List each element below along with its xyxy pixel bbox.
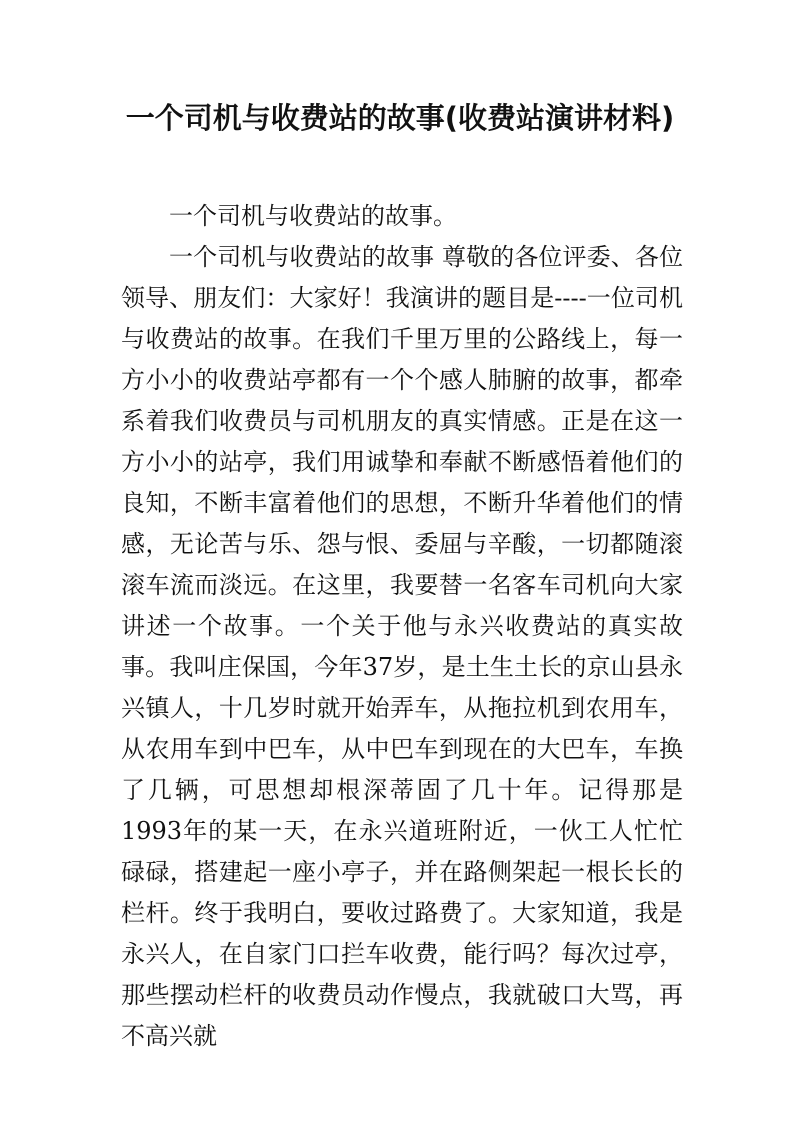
- paragraph-intro: 一个司机与收费站的故事。: [169, 202, 457, 230]
- paragraph-speech: 一个司机与收费站的故事 尊敬的各位评委、各位领导、朋友们：大家好！我演讲的题目是----一位司机与收费站的故事。在我们千里万里的公路线上，每一方小小的收费站亭都有一个个感人肺腑的故事，都牵系着我们收费员与司机朋友的真实情感。正是在这一方小小的站亭，我们用诚挚和奉献不断感悟着他们的良知，不断丰富着他们的思想，不断升华着他们的情感，无论苦与乐、怨与恨、委屈与辛酸，一切都随滚滚车流而淡远。在这里，我要替一名客车司机向大家讲述一个故事。一个关于他与永兴收费站的真实故事。我叫庄保国，今年37岁，是土生土长的京山县永兴镇人，十几岁时就开始弄车，从拖拉机到农用车，从农用车到中巴车，从中巴车到现在的大巴车，车换了几辆，可思想却根深蒂固了几十年。记得那是1993年的某一天，在永兴道班附近，一伙工人忙忙碌碌，搭建起一座小亭子，并在路侧架起一根长长的栏杆。终于我明白，要收过路费了。大家知道，我是永兴人，在自家门口拦车收费，能行吗？每次过亭，那些摆动栏杆的收费员动作慢点，我就破口大骂，再不高兴就: [121, 243, 683, 1050]
- document-body: [121, 196, 683, 1057]
- document-title: 一个司机与收费站的故事(收费站演讲材料): [125, 101, 675, 135]
